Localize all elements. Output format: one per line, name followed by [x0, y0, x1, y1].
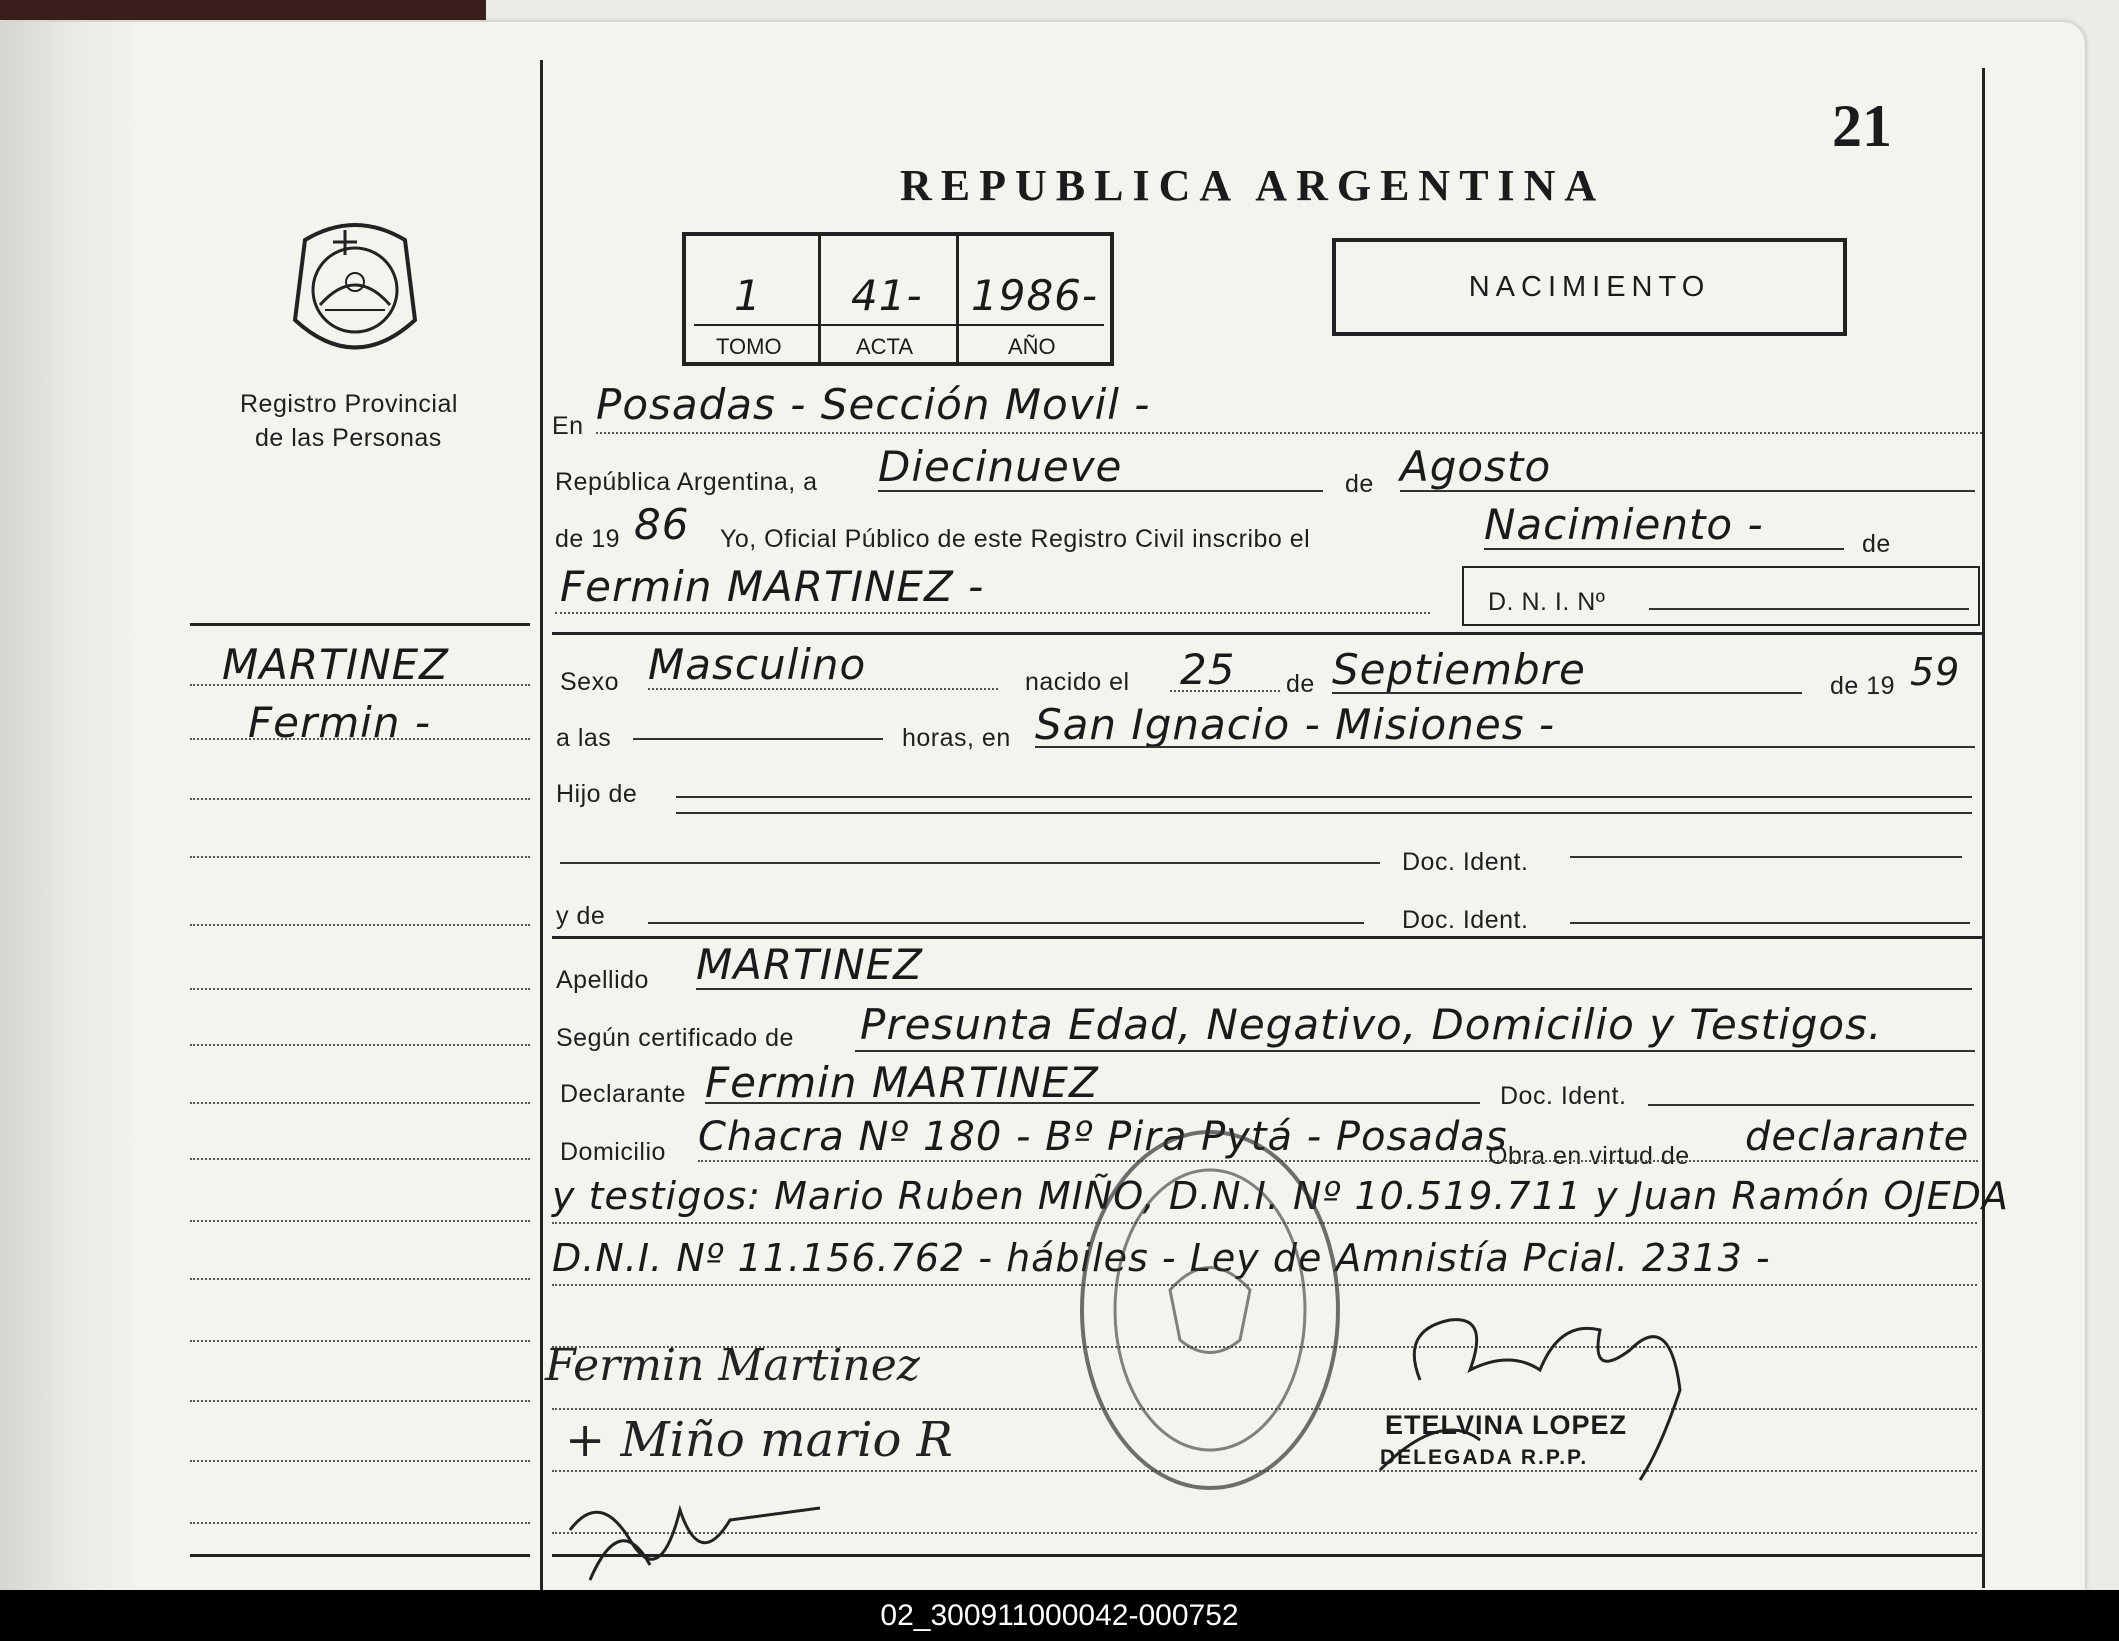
act-kind-line	[1484, 548, 1844, 550]
side-line-9	[190, 1158, 530, 1160]
label-de-birth-month: de	[1286, 670, 1315, 698]
month-entry: Agosto	[1400, 442, 1552, 491]
label-doc-ident-1: Doc. Ident.	[1402, 848, 1529, 876]
label-sexo: Sexo	[560, 668, 619, 696]
certificate-line	[855, 1050, 1975, 1052]
tomo-value: 1	[734, 271, 762, 320]
anio-value: 1986-	[971, 271, 1099, 320]
place-line	[596, 432, 1982, 434]
address-entry: Chacra Nº 180 - Bº Pira Pytá - Posadas	[698, 1114, 1508, 1160]
declarant-line	[705, 1102, 1480, 1104]
birth-month-entry: Septiembre	[1332, 645, 1586, 694]
side-line-10	[190, 1220, 530, 1222]
label-de-person: de	[1862, 530, 1891, 558]
side-rule-top	[190, 623, 530, 626]
side-given-name: Fermin -	[248, 698, 431, 747]
label-horas-en: horas, en	[902, 724, 1011, 752]
birth-place-entry: San Ignacio - Misiones -	[1035, 700, 1556, 749]
by-virtue-entry: declarante	[1745, 1114, 1970, 1160]
dni-box	[1462, 566, 1980, 626]
side-line-13	[190, 1400, 530, 1402]
day-entry: Diecinueve	[878, 442, 1123, 491]
page-number: 21	[1832, 93, 1892, 159]
side-rule-bottom	[190, 1554, 530, 1557]
country-title: REPUBLICA ARGENTINA	[900, 161, 1606, 210]
label-de-month: de	[1345, 470, 1374, 498]
act-kind-entry: Nacimiento -	[1484, 500, 1764, 549]
sex-line	[648, 688, 998, 690]
day-line	[878, 490, 1323, 492]
office-name-line2: de las Personas	[255, 424, 442, 452]
certificate-entry: Presunta Edad, Negativo, Domicilio y Testigos.	[860, 1000, 1883, 1049]
observations-line-3: D.N.I. Nº 11.156.762 - hábiles - Ley de Amnistía Pcial. 2313 -	[552, 1236, 1771, 1280]
side-line-7	[190, 1044, 530, 1046]
provincial-seal-icon	[275, 210, 435, 370]
acta-value: 41-	[851, 271, 923, 320]
acta-label: ACTA	[856, 334, 914, 359]
label-de-19: de 19	[555, 525, 621, 553]
birth-year-entry: 59	[1910, 650, 1961, 694]
official-role: DELEGADA R.P.P.	[1380, 1446, 1589, 1469]
label-de-19-birth: de 19	[1830, 672, 1896, 700]
surname-line	[696, 988, 1972, 990]
side-line-2	[190, 738, 530, 740]
label-y-de: y de	[556, 902, 606, 930]
label-segun: Según certificado de	[556, 1024, 794, 1052]
side-line-8	[190, 1102, 530, 1104]
doc-ident-2-line	[1570, 922, 1970, 924]
label-doc-ident-2: Doc. Ident.	[1402, 906, 1529, 934]
person-name-entry: Fermin MARTINEZ -	[560, 562, 985, 611]
hour-line	[633, 738, 883, 740]
sex-entry: Masculino	[648, 640, 867, 689]
label-doc-ident-declarant: Doc. Ident.	[1500, 1082, 1627, 1110]
side-line-4	[190, 856, 530, 858]
record-type-label: NACIMIENTO	[1468, 270, 1711, 303]
act-number-box	[682, 232, 1114, 366]
label-apellido: Apellido	[556, 966, 649, 994]
section-rule-1	[552, 632, 1982, 635]
doc-ident-1-line	[1570, 856, 1962, 858]
record-type-box	[1332, 238, 1847, 336]
section-rule-2	[552, 936, 1982, 939]
birth-month-line	[1332, 692, 1802, 694]
parent1-line-c	[560, 862, 1380, 864]
label-domicilio: Domicilio	[560, 1138, 666, 1166]
image-id-bar	[0, 1590, 2119, 1641]
person-name-line	[555, 612, 1430, 614]
witness-signature: + Miño mario R	[565, 1412, 953, 1468]
side-line-11	[190, 1278, 530, 1280]
scribble-signature-icon	[560, 1470, 830, 1590]
label-republica: República Argentina, a	[555, 468, 818, 496]
parent2-line	[648, 922, 1364, 924]
label-en: En	[552, 412, 584, 440]
side-line-5	[190, 924, 530, 926]
observations-line-2: y testigos: Mario Ruben MIÑO, D.N.I. Nº 10.519.711 y Juan Ramón OJEDA	[552, 1174, 2009, 1218]
side-line-12	[190, 1340, 530, 1342]
declarant-entry: Fermin MARTINEZ	[705, 1058, 1099, 1107]
side-line-14	[190, 1460, 530, 1462]
birth-day-line	[1170, 690, 1280, 692]
label-a-las: a las	[556, 724, 612, 752]
official-stamp-icon	[1075, 1125, 1345, 1495]
year-entry: 86	[634, 500, 690, 549]
label-declarante: Declarante	[560, 1080, 686, 1108]
side-line-3	[190, 798, 530, 800]
label-dni: D. N. I. Nº	[1488, 588, 1606, 616]
page-binding	[0, 22, 135, 1590]
place-entry: Posadas - Sección Movil -	[596, 380, 1151, 429]
right-margin-rule	[1982, 68, 1985, 1588]
label-hijo-de: Hijo de	[556, 780, 638, 808]
parent1-line-b	[676, 812, 1972, 814]
label-yo-oficial: Yo, Oficial Público de este Registro Civil inscribo el	[720, 525, 1311, 553]
surname-entry: MARTINEZ	[696, 940, 923, 989]
tomo-label: TOMO	[716, 334, 782, 359]
office-name-line1: Registro Provincial	[240, 390, 458, 418]
left-margin-rule	[540, 60, 543, 1590]
doc-ident-declarant-line	[1648, 1104, 1974, 1106]
official-name: ETELVINA LOPEZ	[1385, 1410, 1628, 1440]
image-id: 02_300911000042-000752	[880, 1599, 1239, 1632]
birth-day-entry: 25	[1180, 645, 1236, 694]
birth-place-line	[1035, 746, 1975, 748]
month-line	[1400, 490, 1975, 492]
book-cover-edge	[0, 0, 486, 20]
side-line-15	[190, 1522, 530, 1524]
side-line-6	[190, 988, 530, 990]
side-surname: MARTINEZ	[222, 640, 449, 689]
anio-label: AÑO	[1008, 334, 1056, 359]
parent1-line-a	[676, 796, 1972, 798]
declarant-signature: Fermin Martinez	[545, 1340, 920, 1391]
side-line-1	[190, 684, 530, 686]
label-nacido-el: nacido el	[1025, 668, 1130, 696]
label-obra: Obra en virtud de	[1488, 1142, 1690, 1170]
